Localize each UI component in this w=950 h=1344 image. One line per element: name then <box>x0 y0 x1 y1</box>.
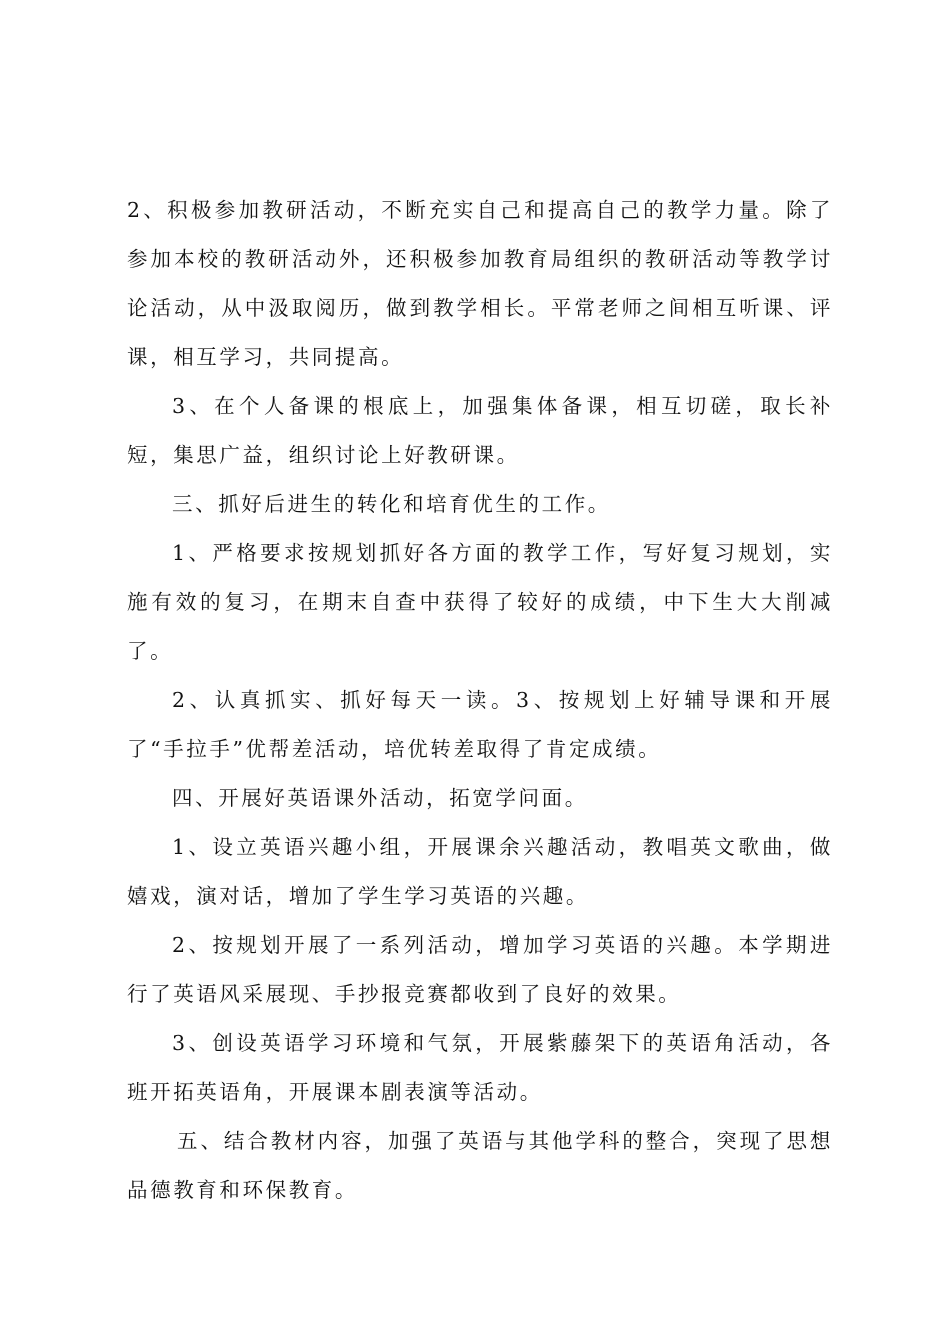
section-heading-five: 五、结合教材内容，加强了英语与其他学科的整合，突现了思想品德教育和环保教育。 <box>127 1129 833 1202</box>
section-heading-four: 四、开展好英语课外活动，拓宽学问面。 <box>172 786 588 810</box>
paragraph-activity-series: 2、按规划开展了一系列活动，增加学习英语的兴趣。本学期进行了英语风采展现、手抄报竞赛都收到了良好的效果。 <box>127 933 833 1006</box>
document-body <box>127 186 833 1215</box>
paragraph-teaching-research: 2、积极参加教研活动，不断充实自己和提高自己的教学力量。除了参加本校的教研活动外，还积极参加教育局组织的教研活动等教学讨论活动，从中汲取阅历，做到教学相长。平常老师之间相互听课、评课，相互学习，共同提高。 <box>127 198 833 369</box>
paragraph-review-plan: 1、严格要求按规划抓好各方面的教学工作，写好复习规划，实施有效的复习，在期末自查中获得了较好的成绩，中下生大大削减了。 <box>127 541 833 663</box>
section-heading-three: 三、抓好后进生的转化和培育优生的工作。 <box>172 492 611 516</box>
paragraph-interest-group: 1、设立英语兴趣小组，开展课余兴趣活动，教唱英文歌曲，做嬉戏，演对话，增加了学生学习英语的兴趣。 <box>127 835 833 908</box>
paragraph-english-corner: 3、创设英语学习环境和气氛，开展紫藤架下的英语角活动，各班开拓英语角，开展课本剧表演等活动。 <box>127 1031 833 1104</box>
paragraph-daily-reading: 2、认真抓实、抓好每天一读。3、按规划上好辅导课和开展了“手拉手”优帮差活动，培优转差取得了肯定成绩。 <box>127 688 833 761</box>
paragraph-collective-lesson-prep: 3、在个人备课的根底上，加强集体备课，相互切磋，取长补短，集思广益，组织讨论上好教研课。 <box>127 394 833 467</box>
